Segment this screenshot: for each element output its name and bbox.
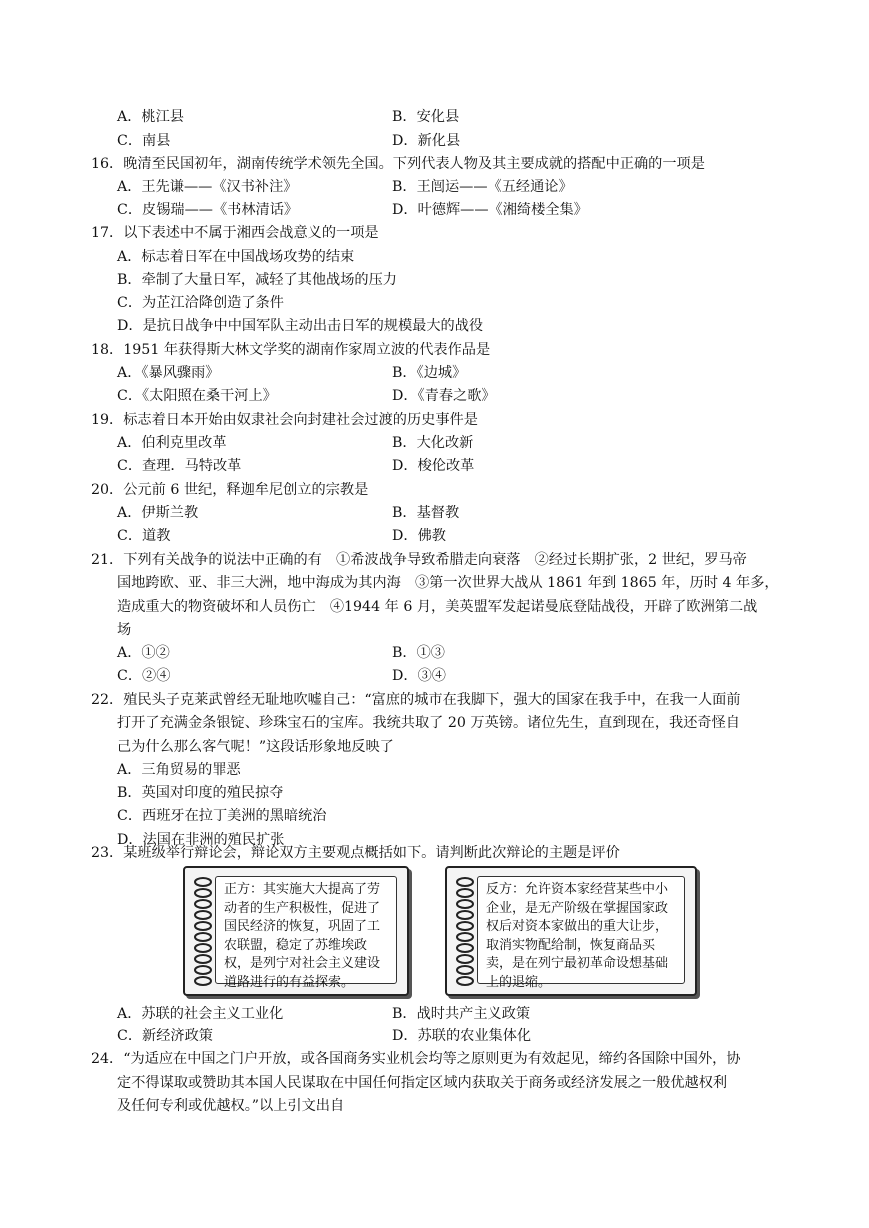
q21-stem-line-4: 场 bbox=[117, 622, 132, 638]
con-argument-text: 反方：允许资本家经营某些中小企业，是无产阶级在掌握国家政权后对资本家做出的重大让步，取消实物配给制，恢复商品买卖，是在列宁最初革命设想基础上的退缩。 bbox=[477, 876, 685, 984]
q21-option-d: D．③④ bbox=[392, 668, 446, 684]
q18-stem: 18．1951 年获得斯大林文学奖的湖南作家周立波的代表作品是 bbox=[91, 342, 491, 358]
q19-stem: 19．标志着日本开始由奴隶社会向封建社会过渡的历史事件是 bbox=[91, 412, 478, 428]
q21-option-b: B．①③ bbox=[392, 645, 445, 661]
q16-stem: 16．晚清至民国初年，湖南传统学术领先全国。下列代表人物及其主要成就的搭配中正确的一项是 bbox=[91, 156, 705, 172]
q22-option-d: D．法国在非洲的殖民扩张 bbox=[117, 832, 285, 848]
q23-option-d: D．苏联的农业集体化 bbox=[392, 1028, 532, 1044]
q22-stem-line-2: 打开了充满金条银锭、珍珠宝石的宝库。我统共取了 20 万英镑。诸位先生，直到现在，我还奇怪自 bbox=[117, 715, 740, 731]
spiral-binding-icon bbox=[189, 874, 217, 988]
q20-stem: 20．公元前 6 世纪，释迦牟尼创立的宗教是 bbox=[91, 482, 369, 498]
q18-option-b: B．《边城》 bbox=[392, 365, 467, 381]
q24-stem-line-2: 定不得谋取或赞助其本国人民谋取在中国任何指定区域内获取关于商务或经济发展之一般优越权利 bbox=[117, 1075, 728, 1091]
q20-option-a: A．伊斯兰教 bbox=[117, 505, 199, 521]
q16-option-b: B．王闿运——《五经通论》 bbox=[392, 179, 573, 195]
q15-option-c: C．南县 bbox=[117, 133, 171, 149]
q24-stem-line-3: 及任何专利或优越权。”以上引文出自 bbox=[117, 1098, 345, 1114]
q17-option-b: B．牵制了大量日军，减轻了其他战场的压力 bbox=[117, 272, 397, 288]
q23-option-c: C．新经济政策 bbox=[117, 1028, 213, 1044]
q19-option-c: C．查理．马特改革 bbox=[117, 458, 242, 474]
q21-stem-line-3: 造成重大的物资破坏和人员伤亡 ④1944 年 6 月，美英盟军发起诺曼底登陆战役，开辟了欧洲第二战 bbox=[117, 599, 758, 615]
q21-option-a: A．①② bbox=[117, 645, 170, 661]
con-argument-notebook bbox=[445, 866, 697, 996]
q21-stem-line-2: 国地跨欧、亚、非三大洲，地中海成为其内海 ③第一次世界大战从 1861 年到 1865 年，历时 4 年多， bbox=[117, 575, 779, 591]
pro-argument-notebook bbox=[183, 866, 409, 996]
q16-option-c: C．皮锡瑞——《书林清话》 bbox=[117, 202, 299, 218]
q18-option-d: D．《青春之歌》 bbox=[392, 388, 496, 404]
q17-stem: 17．以下表述中不属于湘西会战意义的一项是 bbox=[91, 225, 379, 241]
q21-stem-line-1: 21．下列有关战争的说法中正确的有 ①希波战争导致希腊走向衰落 ②经过长期扩张，2 世纪，罗马帝 bbox=[91, 552, 747, 568]
q19-option-d: D．梭伦改革 bbox=[392, 458, 475, 474]
q22-option-c: C．西班牙在拉丁美洲的黑暗统治 bbox=[117, 808, 327, 824]
q23-option-a: A．苏联的社会主义工业化 bbox=[117, 1006, 284, 1022]
q19-option-a: A．伯利克里改革 bbox=[117, 435, 227, 451]
q19-option-b: B．大化改新 bbox=[392, 435, 474, 451]
spiral-binding-icon bbox=[451, 874, 479, 988]
q15-option-a: A．桃江县 bbox=[117, 109, 184, 125]
q15-option-b: B．安化县 bbox=[392, 109, 460, 125]
q17-option-d: D．是抗日战争中中国军队主动出击日军的规模最大的战役 bbox=[117, 318, 484, 334]
q16-option-a: A．王先谦——《汉书补注》 bbox=[117, 179, 298, 195]
q22-stem-line-1: 22．殖民头子克莱武曾经无耻地吹嘘自己：“富庶的城市在我脚下，强大的国家在我手中，在我一人面前 bbox=[91, 692, 741, 708]
q23-option-b: B．战时共产主义政策 bbox=[392, 1006, 531, 1022]
q17-option-a: A．标志着日军在中国战场攻势的结束 bbox=[117, 249, 355, 265]
q22-stem-line-3: 己为什么那么客气呢！”这段话形象地反映了 bbox=[117, 739, 394, 755]
q16-option-d: D．叶德辉——《湘绮楼全集》 bbox=[392, 202, 588, 218]
pro-argument-text: 正方：其实施大大提高了劳动者的生产积极性，促进了国民经济的恢复，巩固了工农联盟，稳定了苏维埃政权，是列宁对社会主义建设道路进行的有益探索。 bbox=[215, 876, 397, 984]
q22-option-b: B．英国对印度的殖民掠夺 bbox=[117, 785, 284, 801]
q22-option-a: A．三角贸易的罪恶 bbox=[117, 762, 241, 778]
q24-stem-line-1: 24．“为适应在中国之门户开放，或各国商务实业机会均等之原则更为有效起见，缔约各国除中国外，协 bbox=[91, 1051, 741, 1067]
q18-option-a: A．《暴风骤雨》 bbox=[117, 365, 220, 381]
q18-option-c: C．《太阳照在桑干河上》 bbox=[117, 388, 277, 404]
q20-option-c: C．道教 bbox=[117, 528, 171, 544]
q15-option-d: D．新化县 bbox=[392, 133, 461, 149]
q17-option-c: C．为芷江洽降创造了条件 bbox=[117, 295, 284, 311]
q20-option-b: B．基督教 bbox=[392, 505, 460, 521]
q23-stem: 23．某班级举行辩论会，辩论双方主要观点概括如下。请判断此次辩论的主题是评价 bbox=[91, 845, 620, 861]
q20-option-d: D．佛教 bbox=[392, 528, 446, 544]
q21-option-c: C．②④ bbox=[117, 668, 171, 684]
